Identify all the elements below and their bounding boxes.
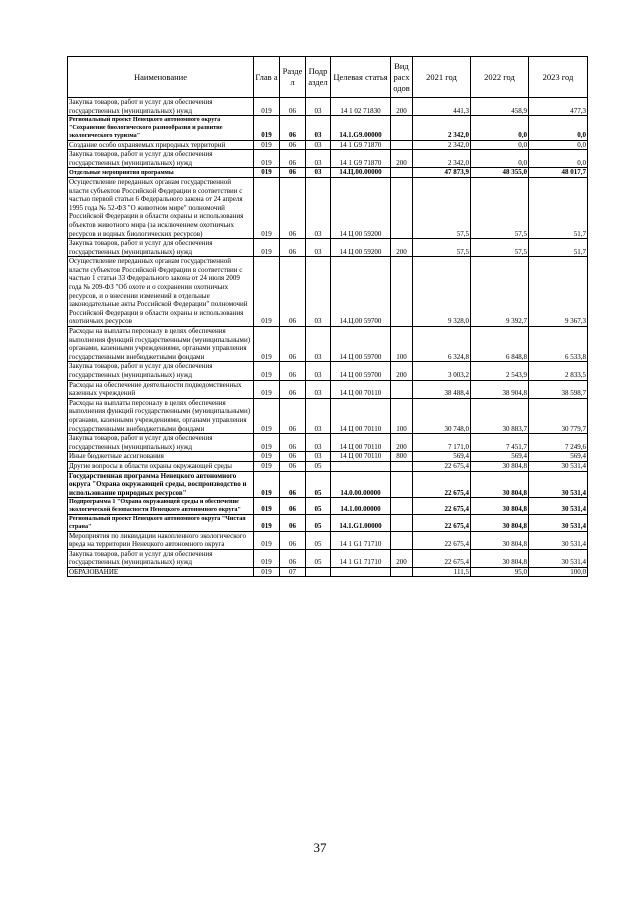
header-target-article: Целевая статья: [331, 57, 391, 98]
table-row: [68, 177, 588, 238]
cell-2021: 2 342,0: [413, 150, 471, 168]
cell-2021: 47 873,9: [413, 168, 471, 178]
cell-2022: 0,0: [471, 150, 529, 168]
cell-2021: 22 675,4: [413, 514, 471, 531]
cell-chapter: 019: [254, 434, 280, 452]
cell-target-article: 14 Ц 00 59700: [331, 362, 391, 380]
cell-section: 06: [280, 150, 306, 168]
cell-section: 06: [280, 140, 306, 150]
cell-subsection: 03: [306, 168, 331, 178]
cell-section: 06: [280, 362, 306, 380]
cell-target-article: 14.1.00.00000: [331, 498, 391, 515]
header-name: Наименование: [68, 57, 254, 98]
cell-subsection: 03: [306, 116, 331, 140]
cell-2021: 22 675,4: [413, 461, 471, 471]
cell-subsection: 03: [306, 177, 331, 238]
cell-target-article: 14.1.G9.00000: [331, 116, 391, 140]
cell-chapter: 019: [254, 531, 280, 549]
cell-target-article: 14.0.00.00000: [331, 471, 391, 498]
cell-2023: 51,7: [529, 177, 588, 238]
cell-2021: 30 748,0: [413, 398, 471, 433]
cell-name: Закупка товаров, работ и услуг для обеспечения государственных (муниципальных) нужд: [68, 362, 254, 380]
cell-chapter: 019: [254, 327, 280, 362]
cell-section: 06: [280, 461, 306, 471]
cell-2022: 0,0: [471, 140, 529, 150]
cell-2023: 7 249,6: [529, 434, 588, 452]
cell-section: 06: [280, 471, 306, 498]
cell-2021: 9 328,0: [413, 257, 471, 327]
cell-expense-type: 200: [391, 549, 413, 567]
cell-2022: 6 848,8: [471, 327, 529, 362]
cell-2023: 30 531,4: [529, 498, 588, 515]
cell-2023: 477,3: [529, 98, 588, 116]
table-row: [68, 362, 588, 380]
cell-2023: 51,7: [529, 239, 588, 257]
cell-2023: 30 531,4: [529, 549, 588, 567]
cell-2021: 7 171,0: [413, 434, 471, 452]
header-expense-type: Вид расх одов: [391, 57, 413, 98]
cell-target-article: 14 1 G1 71710: [331, 549, 391, 567]
cell-section: 07: [280, 567, 306, 577]
table-row: [68, 531, 588, 549]
cell-2023: 2 833,5: [529, 362, 588, 380]
cell-2021: 57,5: [413, 239, 471, 257]
cell-section: 06: [280, 327, 306, 362]
cell-2023: 0,0: [529, 140, 588, 150]
cell-name: Отдельные мероприятия программы: [68, 168, 254, 178]
cell-2023: 30 531,4: [529, 461, 588, 471]
cell-2023: 48 017,7: [529, 168, 588, 178]
header-2022: 2022 год: [471, 57, 529, 98]
cell-2022: 30 804,8: [471, 531, 529, 549]
cell-name: ОБРАЗОВАНИЕ: [68, 567, 254, 577]
table-row: [68, 514, 588, 531]
table-row: [68, 168, 588, 178]
cell-2021: 2 342,0: [413, 116, 471, 140]
header-2023: 2023 год: [529, 57, 588, 98]
cell-chapter: 019: [254, 257, 280, 327]
cell-chapter: 019: [254, 140, 280, 150]
table-row: [68, 398, 588, 433]
cell-section: 06: [280, 514, 306, 531]
cell-target-article: 14 1 G9 71870: [331, 150, 391, 168]
cell-section: 06: [280, 380, 306, 398]
cell-name: Расходы на обеспечение деятельности подведомственных казенных учреждений: [68, 380, 254, 398]
cell-2021: 441,3: [413, 98, 471, 116]
cell-2022: 95,0: [471, 567, 529, 577]
cell-2023: 30 531,4: [529, 514, 588, 531]
cell-expense-type: [391, 498, 413, 515]
cell-2022: 7 451,7: [471, 434, 529, 452]
cell-section: 06: [280, 398, 306, 433]
cell-chapter: 019: [254, 398, 280, 433]
cell-subsection: 05: [306, 549, 331, 567]
cell-2022: 30 804,8: [471, 461, 529, 471]
cell-2022: 30 804,8: [471, 549, 529, 567]
cell-expense-type: [391, 461, 413, 471]
table-row: [68, 257, 588, 327]
cell-2023: 0,0: [529, 150, 588, 168]
header-subsection: Подр аздел: [306, 57, 331, 98]
cell-subsection: 03: [306, 327, 331, 362]
cell-subsection: 03: [306, 150, 331, 168]
cell-name: Расходы на выплаты персоналу в целях обеспечения выполнения функций государственными (муниципальными) органами, казенными учреждениями, органами управления государственными внебюджетными фондами: [68, 398, 254, 433]
cell-target-article: 14 1 02 71830: [331, 98, 391, 116]
cell-2022: 30 804,8: [471, 514, 529, 531]
cell-name: Иные бюджетные ассигнования: [68, 452, 254, 462]
cell-section: 06: [280, 549, 306, 567]
cell-target-article: 14 1 G1 71710: [331, 531, 391, 549]
cell-section: 06: [280, 257, 306, 327]
cell-2023: 30 531,4: [529, 471, 588, 498]
table-row: [68, 567, 588, 577]
cell-target-article: 14.1.G1.00000: [331, 514, 391, 531]
cell-2023: 569,4: [529, 452, 588, 462]
cell-subsection: 03: [306, 140, 331, 150]
cell-2022: 569,4: [471, 452, 529, 462]
cell-expense-type: [391, 177, 413, 238]
cell-2021: 38 488,4: [413, 380, 471, 398]
cell-subsection: [306, 567, 331, 577]
table-row: [68, 98, 588, 116]
cell-target-article: 14 Ц 00 70110: [331, 452, 391, 462]
table-row: [68, 549, 588, 567]
cell-name: Осуществление переданных органам государственной власти субъектов Российской Федерации в соответствии с частью 1 статьи 33 Федерального закона от 24 июля 2009 года № 209-ФЗ "Об охоте и о сохранении охотничьих ресурсов, и о внесении изменений в отдельные законодательные акты Российской Федерации" полномочий Российской Федерации в области охраны и использования охотничьих ресурсов: [68, 257, 254, 327]
cell-target-article: 14.Ц.00.00000: [331, 168, 391, 178]
cell-subsection: 05: [306, 461, 331, 471]
header-2021: 2021 год: [413, 57, 471, 98]
cell-section: 06: [280, 239, 306, 257]
header-chapter: Глав а: [254, 57, 280, 98]
cell-2023: 100,0: [529, 567, 588, 577]
cell-2022: 57,5: [471, 177, 529, 238]
cell-target-article: 14 1 G9 71870: [331, 140, 391, 150]
cell-2021: 22 675,4: [413, 471, 471, 498]
page-number: 37: [313, 840, 327, 855]
cell-name: Закупка товаров, работ и услуг для обеспечения государственных (муниципальных) нужд: [68, 150, 254, 168]
cell-target-article: 14 Ц 00 70110: [331, 434, 391, 452]
cell-name: Государственная программа Ненецкого автономного округа "Охрана окружающей среды, воспроизводство и использование природных ресурсов": [68, 471, 254, 498]
cell-2021: 22 675,4: [413, 498, 471, 515]
cell-chapter: 019: [254, 150, 280, 168]
cell-2021: 111,5: [413, 567, 471, 577]
table-row: [68, 452, 588, 462]
cell-chapter: 019: [254, 177, 280, 238]
cell-name: Подпрограмма 1 "Охрана окружающей среды и обеспечение экологической безопасности Ненецкого автономного округа": [68, 498, 254, 515]
cell-2022: 48 355,0: [471, 168, 529, 178]
table-row: [68, 471, 588, 498]
cell-chapter: 019: [254, 98, 280, 116]
table-row: [68, 461, 588, 471]
cell-subsection: 05: [306, 498, 331, 515]
cell-2022: 30 804,8: [471, 471, 529, 498]
cell-expense-type: 200: [391, 434, 413, 452]
cell-chapter: 019: [254, 168, 280, 178]
cell-name: Расходы на выплаты персоналу в целях обеспечения выполнения функций государственными (муниципальными) органами, казенными учреждениями, органами управления государственными внебюджетными фондами: [68, 327, 254, 362]
cell-subsection: 05: [306, 514, 331, 531]
cell-chapter: 019: [254, 380, 280, 398]
cell-2021: 22 675,4: [413, 531, 471, 549]
cell-expense-type: 200: [391, 362, 413, 380]
cell-2022: 30 804,8: [471, 498, 529, 515]
cell-2022: 2 543,9: [471, 362, 529, 380]
cell-chapter: 019: [254, 461, 280, 471]
cell-target-article: 14.Ц.00 59700: [331, 257, 391, 327]
cell-2023: 0,0: [529, 116, 588, 140]
cell-2023: 30 531,4: [529, 531, 588, 549]
cell-expense-type: [391, 140, 413, 150]
cell-expense-type: [391, 168, 413, 178]
cell-subsection: 03: [306, 452, 331, 462]
cell-chapter: 019: [254, 471, 280, 498]
cell-name: Другие вопросы в области охраны окружающей среды: [68, 461, 254, 471]
cell-chapter: 019: [254, 549, 280, 567]
table-body: [68, 98, 588, 577]
cell-chapter: 019: [254, 452, 280, 462]
header-section: Разде л: [280, 57, 306, 98]
cell-expense-type: 100: [391, 327, 413, 362]
cell-2021: 22 675,4: [413, 549, 471, 567]
cell-target-article: 14 Ц 00 59700: [331, 327, 391, 362]
table-row: [68, 150, 588, 168]
cell-2022: 458,9: [471, 98, 529, 116]
cell-section: 06: [280, 116, 306, 140]
table-row: [68, 327, 588, 362]
cell-expense-type: 800: [391, 452, 413, 462]
cell-subsection: 03: [306, 239, 331, 257]
cell-name: Региональный проект Ненецкого автономного округа "Чистая страна": [68, 514, 254, 531]
cell-expense-type: [391, 471, 413, 498]
cell-section: 06: [280, 452, 306, 462]
cell-2022: 9 392,7: [471, 257, 529, 327]
cell-expense-type: 200: [391, 239, 413, 257]
cell-chapter: 019: [254, 116, 280, 140]
cell-2021: 6 324,8: [413, 327, 471, 362]
cell-2021: 2 342,0: [413, 140, 471, 150]
cell-2023: 9 367,3: [529, 257, 588, 327]
cell-section: 06: [280, 434, 306, 452]
table-row: [68, 140, 588, 150]
cell-section: 06: [280, 177, 306, 238]
cell-2021: 57,5: [413, 177, 471, 238]
cell-2022: 57,5: [471, 239, 529, 257]
cell-2022: 38 904,8: [471, 380, 529, 398]
cell-name: Закупка товаров, работ и услуг для обеспечения государственных (муниципальных) нужд: [68, 434, 254, 452]
cell-section: 06: [280, 498, 306, 515]
cell-expense-type: [391, 514, 413, 531]
cell-2021: 569,4: [413, 452, 471, 462]
table-row: [68, 239, 588, 257]
cell-subsection: 03: [306, 257, 331, 327]
budget-table: [67, 56, 588, 577]
table-row: [68, 434, 588, 452]
cell-2023: 30 779,7: [529, 398, 588, 433]
cell-target-article: [331, 567, 391, 577]
cell-chapter: 019: [254, 514, 280, 531]
cell-section: 06: [280, 531, 306, 549]
cell-2021: 3 003,2: [413, 362, 471, 380]
header-row: [68, 57, 588, 98]
cell-expense-type: [391, 531, 413, 549]
cell-name: Осуществление переданных органам государственной власти субъектов Российской Федерации в соответствии с частью первой статьи 6 Федерального закона от 24 апреля 1995 года № 52-ФЗ "О животном мире" полномочий Российской Федерации в области охраны и использования объектов животного мира (за исключением охотничьих ресурсов и водных биологических ресурсов): [68, 177, 254, 238]
cell-2023: 6 533,8: [529, 327, 588, 362]
cell-expense-type: 200: [391, 150, 413, 168]
cell-subsection: 03: [306, 362, 331, 380]
cell-expense-type: [391, 116, 413, 140]
cell-target-article: 14 Ц 00 59200: [331, 239, 391, 257]
cell-subsection: 03: [306, 380, 331, 398]
cell-2023: 38 598,7: [529, 380, 588, 398]
cell-expense-type: [391, 567, 413, 577]
table-row: [68, 116, 588, 140]
cell-subsection: 03: [306, 434, 331, 452]
cell-subsection: 05: [306, 471, 331, 498]
cell-subsection: 05: [306, 531, 331, 549]
cell-target-article: 14 Ц 00 70110: [331, 380, 391, 398]
table-row: [68, 380, 588, 398]
table-row: [68, 498, 588, 515]
cell-name: Мероприятия по ликвидации накопленного экологического вреда на территории Ненецкого автономного округа: [68, 531, 254, 549]
cell-subsection: 03: [306, 398, 331, 433]
cell-chapter: 019: [254, 567, 280, 577]
cell-2022: 30 883,7: [471, 398, 529, 433]
cell-section: 06: [280, 168, 306, 178]
cell-target-article: 14 Ц 00 59200: [331, 177, 391, 238]
cell-2022: 0,0: [471, 116, 529, 140]
cell-section: 06: [280, 98, 306, 116]
cell-expense-type: 100: [391, 398, 413, 433]
cell-name: Региональный проект Ненецкого автономного округа "Сохранение биологического разнообразия и развитие экологического туризма": [68, 116, 254, 140]
cell-chapter: 019: [254, 498, 280, 515]
cell-subsection: 03: [306, 98, 331, 116]
cell-name: Закупка товаров, работ и услуг для обеспечения государственных (муниципальных) нужд: [68, 239, 254, 257]
cell-name: Закупка товаров, работ и услуг для обеспечения государственных (муниципальных) нужд: [68, 98, 254, 116]
cell-target-article: [331, 461, 391, 471]
cell-chapter: 019: [254, 239, 280, 257]
cell-name: Закупка товаров, работ и услуг для обеспечения государственных (муниципальных) нужд: [68, 549, 254, 567]
cell-expense-type: [391, 380, 413, 398]
cell-chapter: 019: [254, 362, 280, 380]
cell-target-article: 14 Ц 00 70110: [331, 398, 391, 433]
cell-expense-type: 200: [391, 98, 413, 116]
cell-expense-type: [391, 257, 413, 327]
cell-name: Создание особо охраняемых природных территорий: [68, 140, 254, 150]
